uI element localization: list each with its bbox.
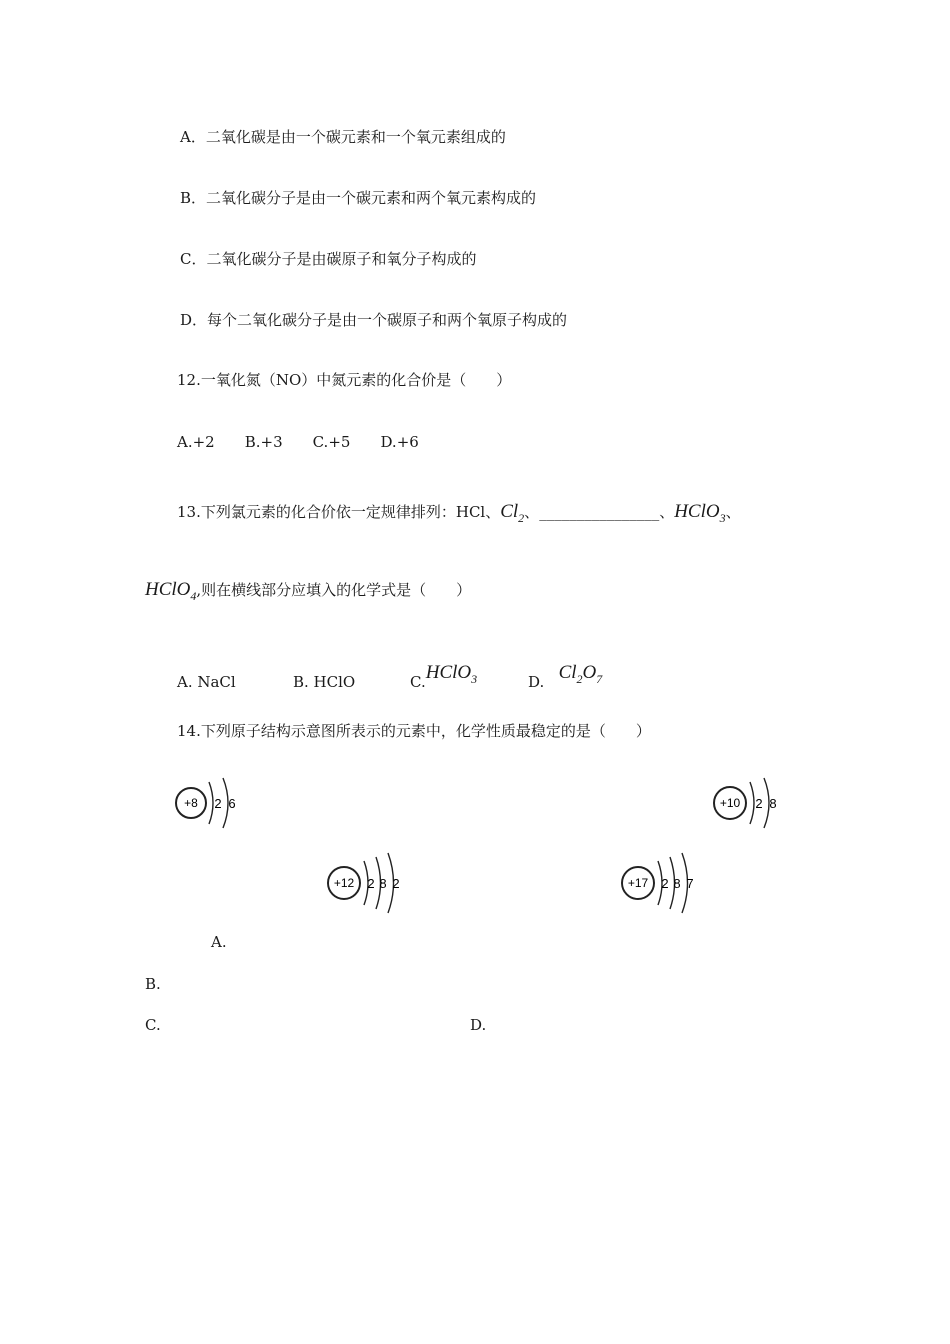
q13-option-d: D. $Cl_2O_7$ (528, 662, 603, 691)
q14-label-d: D. (470, 1016, 487, 1034)
q13-option-b: B. HClO (293, 673, 356, 691)
electron-shell (223, 778, 228, 828)
shell-count: 2 (367, 876, 375, 891)
q11-option-d: D．每个二氧化碳分子是由一个碳原子和两个氧原子构成的 (180, 311, 568, 329)
shell-count: 2 (661, 876, 669, 891)
formula-cl2: $Cl_2$ (500, 501, 525, 525)
nucleus-charge: +17 (627, 876, 649, 890)
formula-hclo3-option: HClO$_3$ (425, 662, 478, 686)
q11-option-c: C．二氧化碳分子是由碳原子和氧分子构成的 (180, 250, 477, 268)
q12-stem: 12.一氧化氮（NO）中氮元素的化合价是（ ） (177, 371, 512, 389)
shell-count: 2 (392, 876, 400, 891)
nucleus-charge: +12 (333, 876, 355, 890)
separator: 、 (524, 503, 540, 521)
shell-count: 2 (214, 796, 222, 811)
separator: 、 (659, 503, 675, 521)
q12-options: A.+2 B.+3 C.+5 D.+6 (177, 433, 419, 451)
q13-stem-continued (145, 580, 471, 606)
shell-count: 8 (769, 796, 777, 811)
nucleus-charge: +8 (184, 796, 198, 810)
q11-option-b: B．二氧化碳分子是由一个碳元素和两个氧元素构成的 (180, 189, 537, 207)
q13-option-a: A. NaCl (177, 673, 236, 691)
q13-stem (177, 502, 741, 528)
electron-shell (764, 778, 769, 828)
atom-diagram-c (324, 852, 410, 914)
q13-option-c: C.HClO$_3$ (410, 662, 478, 691)
separator: 、 (725, 503, 741, 521)
shell-count: 7 (686, 876, 694, 891)
shell-count: 8 (379, 876, 387, 891)
electron-shell (750, 782, 754, 824)
formula-cl2o7: $Cl_2O_7$ (558, 662, 603, 686)
q13-stem-suffix: ,则在横线部分应填入的化学式是（ ） (196, 581, 472, 599)
q14-label-c: C. (145, 1016, 161, 1034)
atom-diagram-d (618, 852, 704, 914)
q14-stem: 14.下列原子结构示意图所表示的元素中，化学性质最稳定的是（ ） (177, 722, 651, 740)
shell-count: 6 (228, 796, 236, 811)
q14-label-a: A. (211, 933, 227, 951)
q14-label-b: B. (145, 975, 161, 993)
q13-stem-prefix: 13.下列氯元素的化合价依一定规律排列：HCl、 (177, 503, 501, 521)
electron-shell (209, 782, 213, 824)
answer-blank: ________________ (539, 503, 660, 521)
nucleus-charge: +10 (719, 796, 741, 810)
q11-option-a: A．二氧化碳是由一个碳元素和一个氧元素组成的 (180, 128, 506, 146)
formula-hclo3: HClO$_3$ (674, 501, 726, 525)
shell-count: 8 (673, 876, 681, 891)
atom-diagram-a (173, 776, 243, 834)
shell-count: 2 (755, 796, 763, 811)
formula-hclo4: HClO$_4$ (145, 579, 197, 603)
atom-diagram-b (710, 776, 784, 834)
